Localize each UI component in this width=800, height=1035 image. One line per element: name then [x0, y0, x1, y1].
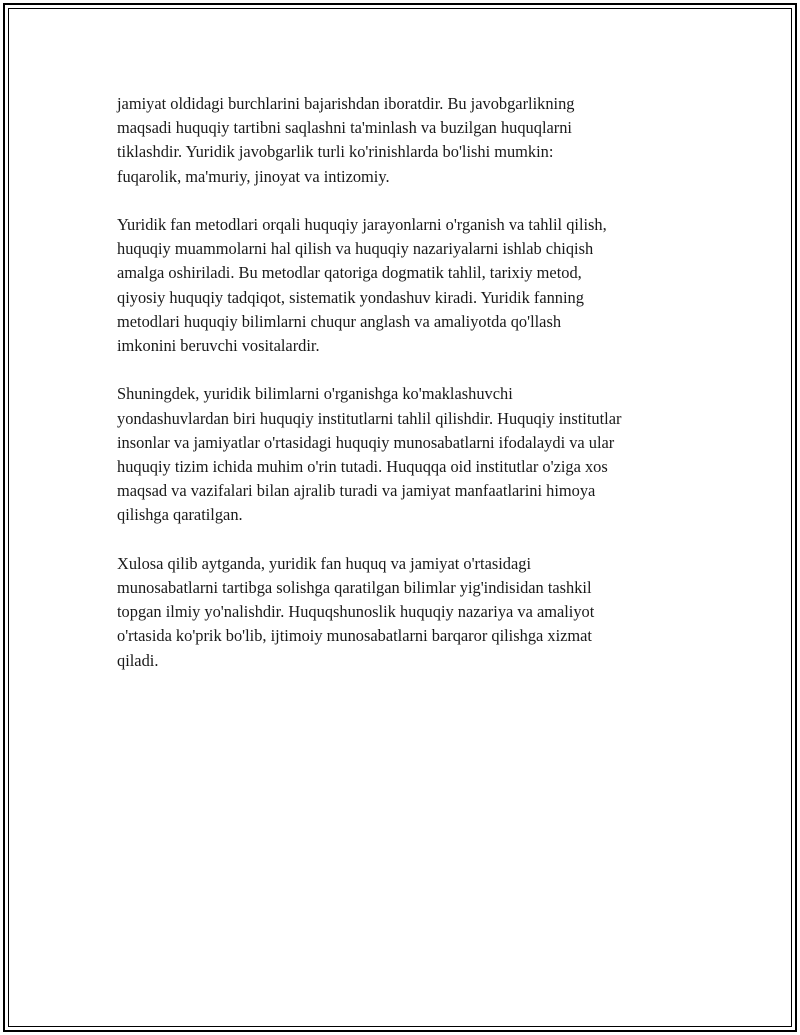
paragraph-2: Yuridik fan metodlari orqali huquqiy jarayonlarni o'rganish va tahlil qilish, huquqiy muammolarni hal qilish va huquqiy nazariyalarni ishlab chiqish amalga oshiriladi. Bu metodlar qatoriga dogmatik tahlil, tarixiy metod, qiyosiy huquqiy tadqiqot, sistematik yondashuv kiradi. Yuridik fanning metodlari huquqiy bilimlarni chuqur anglash va amaliyotda qo'llash imkonini beruvchi vositalardir.: [117, 215, 607, 356]
paragraph-3: Shuningdek, yuridik bilimlarni o'rganishga ko'maklashuvchi yondashuvlardan biri huquqiy institutlarni tahlil qilishdir. Huquqiy institutlar insonlar va jamiyatlar o'rtasidagi huquqiy munosabatlarni ifodalaydi va ular huquqiy tizim ichida muhim o'rin tutadi. Huquqqa oid institutlar o'ziga xos maqsad va vazifalari bilan ajralib turadi va jamiyat manfaatlarini himoya qilishga qaratilgan.: [117, 384, 622, 525]
document-body: [117, 92, 697, 697]
paragraph-1: jamiyat oldidagi burchlarini bajarishdan iboratdir. Bu javobgarlikning maqsadi huquqiy tartibni saqlashni ta'minlash va buzilgan huquqlarni tiklashdir. Yuridik javobgarlik turli ko'rinishlarda bo'lishi mumkin: fuqarolik, ma'muriy, jinoyat va intizomiy.: [117, 94, 575, 186]
paragraph-4: Xulosa qilib aytganda, yuridik fan huquq va jamiyat o'rtasidagi munosabatlarni tartibga solishga qaratilgan bilimlar yig'indisidan tashkil topgan ilmiy yo'nalishdir. Huquqshunoslik huquqiy nazariya va amaliyot o'rtasida ko'prik bo'lib, ijtimoiy munosabatlarni barqaror qilishga xizmat qiladi.: [117, 553, 595, 670]
